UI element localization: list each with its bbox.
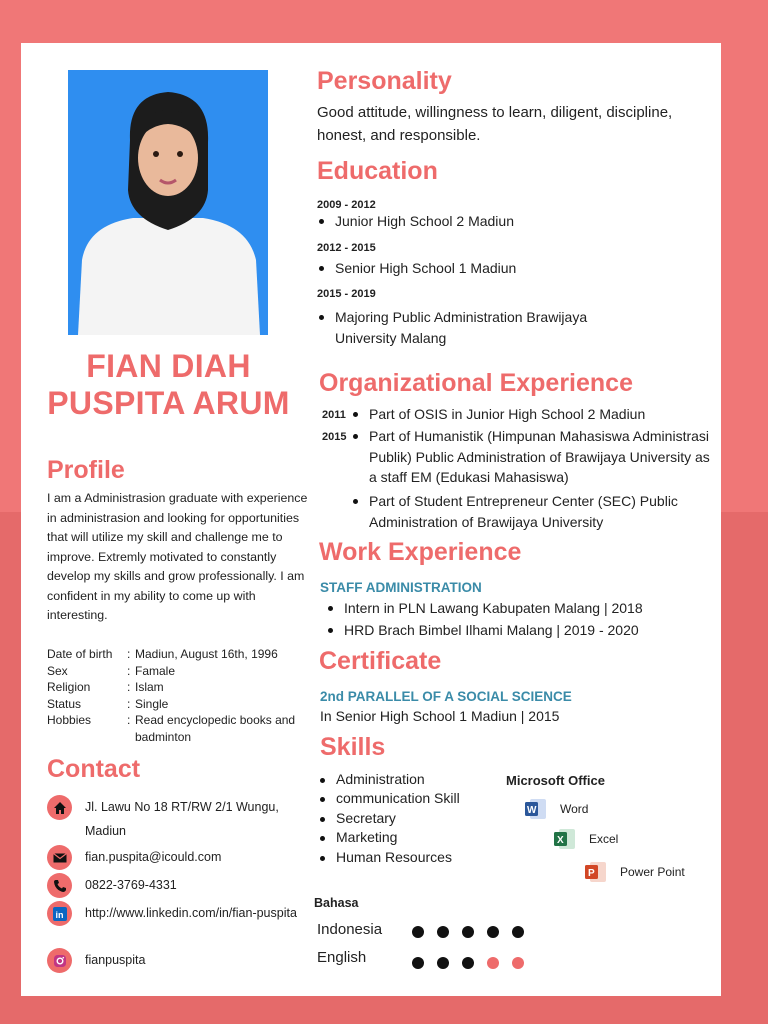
org-item: Part of OSIS in Junior High School 2 Madiun: [351, 404, 717, 425]
phone-icon: [47, 873, 72, 898]
organizational-heading: Organizational Experience: [319, 369, 633, 397]
personal-info: [47, 646, 317, 746]
contact-linkedin[interactable]: [47, 901, 317, 926]
level-dot-filled: [512, 926, 524, 938]
excel-icon: [553, 827, 577, 851]
info-row-sex: Sex : Famale: [47, 663, 317, 680]
info-key: Date of birth: [47, 647, 113, 661]
language-level-english: [412, 957, 537, 969]
level-dot-filled: [437, 926, 449, 938]
contact-text: fian.puspita@icould.com: [85, 850, 222, 864]
info-row-religion: Religion : Islam: [47, 679, 317, 696]
office-app-excel: [553, 827, 618, 851]
contact-text: http://www.linkedin.com/in/fian-puspita: [85, 906, 297, 920]
office-app-powerpoint: [584, 860, 685, 884]
info-row-status: Status : Single: [47, 696, 317, 713]
profile-text: I am a Administrasion graduate with experience in administrasion and looking for opportunities that will utilize my skill and challenge me to improve. Extremly motivated to constantly develop my skills and grow professionally. I am confident in my ability to come up with interesting.: [47, 491, 308, 622]
work-item: Intern in PLN Lawang Kabupaten Malang | 2018: [326, 598, 706, 619]
profile-photo: [68, 70, 268, 335]
work-item: HRD Brach Bimbel Ilhami Malang | 2019 - 2020: [326, 620, 706, 641]
level-dot-filled: [437, 957, 449, 969]
office-app-label: Excel: [589, 832, 619, 846]
info-value: Islam: [135, 680, 164, 695]
language-name: English: [317, 949, 367, 966]
info-value: Single: [135, 696, 169, 711]
skill-item: Administration: [318, 770, 488, 790]
org-item: Part of Humanistik (Himpunan Mahasiswa Administrasi Publik) Public Administration of Brawijaya University as a staff EM (Edukasi Mahasiswa): [351, 426, 717, 488]
office-app-label: Word: [560, 802, 589, 816]
work-heading: Work Experience: [319, 538, 522, 566]
education-heading: Education: [317, 157, 438, 185]
svg-text:P: P: [588, 868, 595, 879]
org-year: 2011: [322, 409, 346, 421]
language-level-indonesia: [412, 926, 537, 938]
profile-heading: Profile: [47, 456, 125, 484]
svg-text:X: X: [557, 835, 564, 846]
contact-text: Jl. Lawu No 18 RT/RW 2/1 Wungu, Madiun: [85, 800, 279, 838]
contact-heading: Contact: [47, 755, 141, 783]
contact-email[interactable]: [47, 845, 317, 870]
language-heading: Bahasa: [314, 896, 359, 910]
resume-sheet: [21, 43, 721, 996]
info-key: Status: [47, 696, 82, 711]
skills-heading: Skills: [320, 733, 386, 761]
instagram-icon: [47, 948, 72, 973]
info-value: Famale: [135, 663, 176, 678]
certificate-title: 2nd PARALLEL OF A SOCIAL SCIENCE: [320, 689, 572, 704]
level-dot-filled: [487, 926, 499, 938]
contact-text: 0822-3769-4331: [85, 878, 177, 892]
mail-icon: [47, 845, 72, 870]
contact-instagram[interactable]: [47, 948, 317, 973]
info-key: Hobbies: [47, 713, 92, 728]
education-item: Junior High School 2 Madiun: [317, 211, 697, 232]
level-dot-empty: [512, 957, 524, 969]
level-dot-filled: [462, 926, 474, 938]
skill-item: Human Resources: [318, 848, 488, 868]
level-dot-empty: [487, 957, 499, 969]
education-item: Majoring Public Administration Brawijaya University Malang: [317, 307, 617, 348]
info-value: Madiun, August 16th, 1996: [135, 647, 278, 661]
full-name: FIAN DIAH PUSPITA ARUM: [47, 348, 290, 421]
work-role: STAFF ADMINISTRATION: [320, 580, 482, 595]
personality-heading: Personality: [317, 67, 452, 95]
personality-text: Good attitude, willingness to learn, diligent, discipline, honest, and responsible.: [317, 104, 673, 144]
language-name: Indonesia: [317, 921, 383, 938]
org-item: Part of Student Entrepreneur Center (SEC) Public Administration of Brawijaya University: [351, 491, 717, 532]
info-row-birth: Date of birth : Madiun, August 16th, 1996: [47, 646, 317, 663]
org-year: 2015: [322, 431, 347, 443]
contact-phone[interactable]: [47, 873, 317, 898]
skill-item: communication Skill: [318, 789, 488, 809]
word-icon: [524, 797, 548, 821]
home-icon: [47, 795, 72, 820]
powerpoint-icon: [584, 860, 608, 884]
office-heading: Microsoft Office: [506, 773, 605, 788]
contact-address: [47, 795, 317, 843]
info-value: Read encyclopedic books and badminton: [135, 713, 296, 744]
info-row-hobbies: Hobbies : Read encyclopedic books and badminton: [47, 712, 317, 745]
level-dot-filled: [462, 957, 474, 969]
info-key: Religion: [47, 680, 91, 695]
office-app-label: Power Point: [620, 865, 685, 879]
info-key: Sex: [47, 663, 68, 678]
contact-text: fianpuspita: [85, 953, 146, 967]
education-item: Senior High School 1 Madiun: [317, 258, 697, 279]
office-app-word: [524, 797, 588, 821]
skill-item: Secretary: [318, 809, 488, 829]
certificate-heading: Certificate: [319, 647, 442, 675]
education-years: 2015 - 2019: [317, 288, 376, 300]
skill-item: Marketing: [318, 828, 488, 848]
svg-text:W: W: [527, 805, 537, 816]
education-years: 2009 - 2012: [317, 199, 376, 211]
level-dot-filled: [412, 926, 424, 938]
education-years: 2012 - 2015: [317, 242, 376, 254]
level-dot-filled: [412, 957, 424, 969]
certificate-detail: In Senior High School 1 Madiun | 2015: [320, 708, 560, 724]
svg-text:in: in: [55, 909, 63, 920]
linkedin-icon: [47, 901, 72, 926]
